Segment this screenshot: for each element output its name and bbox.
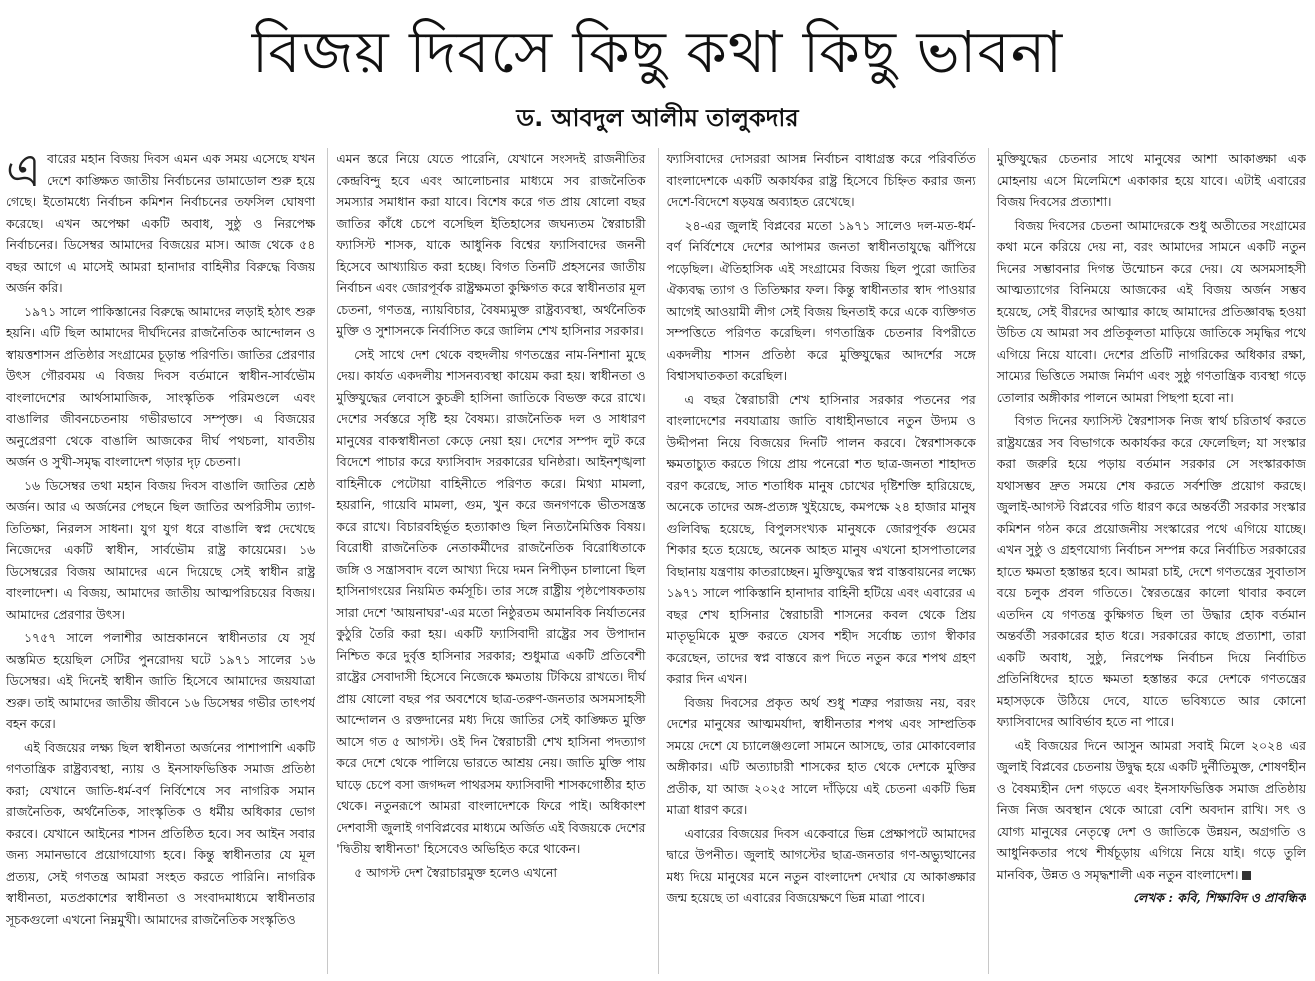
paragraph [997, 735, 1306, 886]
paragraph: বিগত দিনের ফ্যাসিস্ট স্বৈরশাসক নিজ স্বার্থ চরিতার্থ করতে রাষ্ট্রযন্ত্রের সব বিভাগকে অকার্যকর করে ফেলেছিল; যা সংস্কার করা জরুরি হয়ে পড়ায় বর্তমান সরকার সে সংস্কারকাজ যথাসম্ভব দ্রুত সময়ে শেষ করতে সর্বশক্তি প্রয়োগ করছে। জুলাই-আগস্ট বিপ্লবের গতি ধারণ করে অন্তর্বর্তী সরকার সংস্কার কমিশন গঠন করে প্রয়োজনীয় সংস্কারের পথে এগিয়ে যাচ্ছে। এখন সুষ্ঠু ও গ্রহণযোগ্য নির্বাচন সম্পন্ন করে নির্বাচিত সরকারের হাতে ক্ষমতা হস্তান্তর হবে। আমরা চাই, দেশে গণতন্ত্রের সুবাতাস বয়ে চলুক প্রবল গতিতে। স্বৈরতন্ত্রের কালো থাবার কবলে এতদিন যে গণতন্ত্র কুক্ষিগত ছিল তা উদ্ধার হোক বর্তমান অন্তর্বর্তী সরকারের হাত ধরে। সরকারের কাছে প্রত্যাশা, তারা একটি অবাধ, সুষ্ঠু, নিরপেক্ষ নির্বাচন দিয়ে নির্বাচিত প্রতিনিধিদের হাতে ক্ষমতা হস্তান্তর করে দেশকে গণতন্ত্রের মহাসড়কে উঠিয়ে দেবে, যাতে ভবিষ্যতে আর কোনো ফ্যাসিবাদের আবির্ভাব হতে না পারে। [996, 413, 1306, 729]
paragraph: ১৯৭১ সালে পাকিস্তানের বিরুদ্ধে আমাদের লড়াই হঠাৎ শুরু হয়নি। এটি ছিল আমাদের দীর্ঘদিনের রাজনৈতিক আন্দোলন ও স্বায়ত্তশাসন প্রতিষ্ঠার সংগ্রামের চূড়ান্ত পরিণতি। জাতির প্রেরণার উৎস গৌরবময় এ বিজয় দিবস বর্তমানে স্বাধীন-সার্বভৌম বাংলাদেশের আর্থসামাজিক, সাংস্কৃতিক পরিমণ্ডলে এবং বাঙালির জীবনচেতনায় গভীরভাবে সম্পৃক্ত। এ বিজয়ের অনুপ্রেরণা থেকে বাঙালি আজকের দীর্ঘ পথচলা, যাবতীয় অর্জন ও সুখী-সমৃদ্ধ বাংলাদেশ গড়ার দৃঢ় চেতনা। [6, 303, 316, 469]
paragraph: ১৬ ডিসেম্বর তথা মহান বিজয় দিবস বাঙালি জাতির শ্রেষ্ঠ অর্জন। আর এ অর্জনের পেছনে ছিল জাতির অপরিসীম ত্যাগ-তিতিক্ষা, নিরলস সাধনা। যুগ যুগ ধরে বাঙালি স্বপ্ন দেখেছে নিজেদের একটি স্বাধীন, সার্বভৌম রাষ্ট্র কায়েমের। ১৬ ডিসেম্বরের বিজয় আমাদের এনে দিয়েছে সেই স্বাধীন রাষ্ট্র বাংলাদেশ। এ বিজয়, আমাদের জাতীয় আত্মপরিচয়ের বিজয়। আমাদের প্রেরণার উৎস। [6, 477, 316, 622]
paragraph: এই বিজয়ের লক্ষ্য ছিল স্বাধীনতা অর্জনের পাশাপাশি একটি গণতান্ত্রিক রাষ্ট্রব্যবস্থা, ন্যায় ও ইনসাফভিত্তিক সমাজ প্রতিষ্ঠা করা; যেখানে জাতি-ধর্ম-বর্ণ নির্বিশেষে সব নাগরিক সমান রাজনৈতিক, অর্থনৈতিক, সাংস্কৃতিক ও ধর্মীয় অধিকার ভোগ করবে। যেখানে আইনের শাসন প্রতিষ্ঠিত হবে। সব আইন সবার জন্য সমানভাবে প্রয়োগযোগ্য হবে। কিন্তু স্বাধীনতার যে মূল প্রত্যয়, সেই গণতন্ত্র আমরা সংহত করতে পারিনি। নাগরিক স্বাধীনতা, মতপ্রকাশের স্বাধীনতা ও সংবাদমাধ্যমে স্বাধীনতার সূচকগুলো এখনো নিম্নমুখী। আমাদের রাজনৈতিক সংস্কৃতিও [6, 739, 316, 927]
paragraph: মুক্তিযুদ্ধের চেতনার সাথে মানুষের আশা আকাঙ্ক্ষা এক মোহনায় এসে মিলেমিশে একাকার হয়ে যাবে। এটাই এবারের বিজয় দিবসের প্রত্যাশা। [996, 151, 1306, 209]
paragraph-text: বারের মহান বিজয় দিবস এমন এক সময় এসেছে যখন দেশে কাঙ্ক্ষিত জাতীয় নির্বাচনের ডামাডোল শুরু হয়ে গেছে। ইতোমধ্যে নির্বাচন কমিশন নির্বাচনের তফসিল ঘোষণা করেছে। এখন অপেক্ষা একটি অবাধ, সুষ্ঠু ও নিরপেক্ষ নির্বাচনের। ডিসেম্বর আমাদের বিজয়ের মাস। আজ থেকে ৫৪ বছর আগে এ মাসেই আমরা হানাদার বাহিনীর বিরুদ্ধে বিজয় অর্জন করি। [6, 151, 316, 295]
article-body [6, 148, 1306, 974]
paragraph: এ বছর স্বৈরাচারী শেখ হাসিনার সরকার পতনের পর বাংলাদেশের নবযাত্রায় জাতি বাধাহীনভাবে নতুন উদ্যম ও উদ্দীপনা নিয়ে বিজয়ের দিনটি পালন করবে। স্বৈরশাসককে ক্ষমতাচ্যুত করতে গিয়ে প্রায় পনেরো শত ছাত্র-জনতা শাহাদত বরণ করেছে, সাত শতাধিক মানুষ চোখের দৃষ্টিশক্তি হারিয়েছে, অনেকে তাদের অঙ্গ-প্রত্যঙ্গ খুইয়েছে, কমপক্ষে ২৪ হাজার মানুষ গুলিবিদ্ধ হয়েছে, বিপুলসংখ্যক মানুষকে জোরপূর্বক গুমের শিকার হতে হয়েছে, অনেক আহত মানুষ এখনো হাসপাতালের বিছানায় যন্ত্রণায় কাতরাচ্ছেন। মুক্তিযুদ্ধের স্বপ্ন বাস্তবায়নের লক্ষ্যে ১৯৭১ সালে পাকিস্তানি হানাদার বাহিনী হটিয়ে এবং এবারের এ বছর শেখ হাসিনার স্বৈরাচারী শাসনের কবল থেকে প্রিয় মাতৃভূমিকে মুক্ত করতে যেসব শহীদ সর্বোচ্চ ত্যাগ স্বীকার করেছেন, তাদের স্বপ্ন বাস্তবে রূপ দিতে নতুন করে শপথ গ্রহণ করার দিন এখন। [666, 391, 976, 686]
paragraph: ফ্যাসিবাদের দোসররা আসন্ন নির্বাচন বাধাগ্রস্ত করে পরিবর্তিত বাংলাদেশকে একটি অকার্যকর রাষ্ট্র হিসেবে চিহ্নিত করার জন্য দেশে-বিদেশে ষড়যন্ত্র অব্যাহত রেখেছে। [666, 151, 976, 209]
paragraph: বিজয় দিবসের চেতনা আমাদেরকে শুধু অতীতের সংগ্রামের কথা মনে করিয়ে দেয় না, বরং আমাদের সামনে একটি নতুন দিনের সম্ভাবনার দিগন্ত উন্মোচন করে দেয়। যে অসমসাহসী আত্মত্যাগের বিনিময়ে আজকের এই বিজয় অর্জন সম্ভব হয়েছে, সেই বীরদের আত্মার কাছে আমাদের প্রতিজ্ঞাবদ্ধ হওয়া উচিত যে আমরা সব প্রতিকূলতা মাড়িয়ে জাতিকে সমৃদ্ধির পথে এগিয়ে নিয়ে যাবো। দেশের প্রতিটি নাগরিকের অধিকার রক্ষা, সাম্যের ভিত্তিতে সমাজ নির্মাণ এবং সুষ্ঠু গণতান্ত্রিক ব্যবস্থা গড়ে তোলার অঙ্গীকার পালনে আমরা পিছপা হবো না। [996, 217, 1306, 405]
column-4 [988, 148, 1306, 974]
paragraph: ১৭৫৭ সালে পলাশীর আম্রকাননে স্বাধীনতার যে সূর্য অস্তমিত হয়েছিল সেটির পুনরোদয় ঘটে ১৯৭১ সালের ১৬ ডিসেম্বর। এই দিনেই স্বাধীন জাতি হিসেবে আমাদের জয়যাত্রা শুরু। তাই আমাদের জাতীয় জীবনে ১৬ ডিসেম্বর গভীর তাৎপর্য বহন করে। [6, 630, 316, 731]
column-2 [327, 148, 645, 974]
headline: বিজয় দিবসে কিছু কথা কিছু ভাবনা [251, 18, 1064, 86]
paragraph: ৫ আগস্ট দেশ স্বৈরাচারমুক্ত হলেও এখনো [354, 864, 558, 880]
paragraph-text: এই বিজয়ের দিনে আসুন আমরা সবাই মিলে ২০২৪ এর জুলাই বিপ্লবের চেতনায় উদ্বুদ্ধ হয়ে একটি দুর্নীতিমুক্ত, শোষণহীন ও বৈষম্যহীন দেশ গড়তে এবং ইনসাফভিত্তিক সমাজ প্রতিষ্ঠায় নিজ নিজ অবস্থান থেকে আরো বেশি অবদান রাখি। সৎ ও যোগ্য মানুষের নেতৃত্বে দেশ ও জাতিকে উন্নয়ন, অগ্রগতি ও আধুনিকতার পথে শীর্ষচূড়ায় এগিয়ে নিয়ে যাই। গড়ে তুলি মানবিক, উন্নত ও সমৃদ্ধশালী এক নতুন বাংলাদেশ। [996, 737, 1306, 882]
paragraph: এমন স্তরে নিয়ে যেতে পারেনি, যেখানে সংসদই রাজনীতির কেন্দ্রবিন্দু হবে এবং আলোচনার মাধ্যমে সব রাজনৈতিক সমস্যার সমাধান করা যাবে। বিশেষ করে গত প্রায় ষোলো বছর জাতির কাঁধে চেপে বসেছিল ইতিহাসের জঘন্যতম স্বৈরাচারী ফ্যাসিস্ট শাসক, যাকে আধুনিক বিশ্বের ফ্যাসিবাদের জননী হিসেবে আখ্যায়িত করা হচ্ছে। বিগত তিনটি প্রহসনের জাতীয় নির্বাচন এবং জোরপূর্বক রাষ্ট্রক্ষমতা কুক্ষিগত করে স্বাধীনতার মূল চেতনা, গণতন্ত্র, ন্যায়বিচার, বৈষম্যমুক্ত রাষ্ট্রব্যবস্থা, অর্থনৈতিক মুক্তি ও সুশাসনকে নির্বাসিত করে জালিম শেখ হাসিনার সরকার। [336, 151, 646, 338]
paragraph: ২৪-এর জুলাই বিপ্লবের মতো ১৯৭১ সালেও দল-মত-ধর্ম-বর্ণ নির্বিশেষে দেশের আপামর জনতা স্বাধীনতাযুদ্ধে ঝাঁপিয়ে পড়েছিল। ঐতিহাসিক এই সংগ্রামের বিজয় ছিল পুরো জাতির ঐক্যবদ্ধ ত্যাগ ও তিতিক্ষার ফল। কিন্তু স্বাধীনতার স্বাদ পাওয়ার আগেই আওয়ামী লীগ সেই বিজয় ছিনতাই করে একে ব্যক্তিগত সম্পত্তিতে পরিণত করেছিল। গণতান্ত্রিক চেতনার বিপরীতে একদলীয় শাসন প্রতিষ্ঠা করে মুক্তিযুদ্ধের আদর্শের সঙ্গে বিশ্বাসঘাতকতা করেছিল। [666, 217, 976, 383]
column-3 [658, 148, 976, 974]
paragraph [6, 148, 315, 299]
paragraph: বিজয় দিবসের প্রকৃত অর্থ শুধু শত্রুর পরাজয় নয়, বরং দেশের মানুষের আত্মমর্যাদা, স্বাধীনতার শপথ এবং সাম্প্রতিক সময়ে দেশে যে চ্যালেঞ্জগুলো সামনে আসছে, তার মোকাবেলার অঙ্গীকার। এটি অত্যাচারী শাসকের হাত থেকে দেশকে মুক্তির প্রতীক, যা আজ ২০২৫ সালে দাঁড়িয়ে এই চেতনা একটি ভিন্ন মাত্রা ধারণ করে। [666, 694, 976, 817]
author-note: লেখক : কবি, শিক্ষাবিদ ও প্রাবন্ধিক [1133, 890, 1306, 905]
drop-cap: এ [6, 148, 41, 197]
column-1 [6, 148, 315, 974]
paragraph: এবারের বিজয়ের দিবস একেবারে ভিন্ন প্রেক্ষাপটে আমাদের দ্বারে উপনীত। জুলাই আগস্টের ছাত্র-জনতার গণ-অভ্যুত্থানের মধ্য দিয়ে মানুষের মনে নতুন বাংলাদেশ দেখার যে আকাঙ্ক্ষার জন্ম হয়েছে তা এবারের বিজয়েক্ষণে ভিন্ন মাত্রা পাবে। [666, 825, 976, 905]
end-mark-icon [1242, 871, 1251, 880]
paragraph: সেই সাথে দেশ থেকে বহুদলীয় গণতন্ত্রের নাম-নিশানা মুছে দেয়। কার্যত একদলীয় শাসনব্যবস্থা কায়েম করা হয়। স্বাধীনতা ও মুক্তিযুদ্ধের লেবাসে কুচক্রী হাসিনা জাতিকে বিভক্ত করে রাখে। দেশের সর্বস্তরে সৃষ্টি হয় বৈষম্য। রাজনৈতিক দল ও সাধারণ মানুষের বাকস্বাধীনতা কেড়ে নেয়া হয়। দেশের সম্পদ লুট করে বিদেশে পাচার করে ফ্যাসিবাদ সরকারের ঘনিষ্ঠরা। আইনশৃঙ্খলা বাহিনীকে পেটোয়া বাহিনীতে পরিণত করে। মিথ্যা মামলা, হয়রানি, গায়েবি মামলা, গুম, খুন করে জনগণকে ভীতসন্ত্রস্ত করে রাখে। বিচারবহির্ভূত হত্যাকাণ্ড ছিল নিত্যনৈমিত্তিক বিষয়। বিরোধী রাজনৈতিক নেতাকর্মীদের রাজনৈতিক বিরোধিতাকে জঙ্গি ও সন্ত্রাসবাদ বলে আখ্যা দিয়ে দমন নিপীড়ন চালানো ছিল হাসিনাগংয়ের নিয়মিত কর্মসূচি। তার সঙ্গে রাষ্ট্রীয় পৃষ্ঠপোষকতায় সারা দেশে 'আয়নাঘর'-এর মতো নিষ্ঠুরতম অমানবিক নির্যাতনের কুঠুরি তৈরি করা হয়। একটি ফ্যাসিবাদী রাষ্ট্রের সব উপাদান নিশ্চিত করে দুর্বৃত্ত হাসিনার সরকার; শুধুমাত্র একটি প্রতিবেশী রাষ্ট্রের সেবাদাসী হিসেবে নিজেকে ক্ষমতায় টিকিয়ে রাখতে। দীর্ঘ প্রায় ষোলো বছর পর অবশেষে ছাত্র-তরুণ-জনতার অসমসাহসী আন্দোলন ও রক্তদানের মধ্য দিয়ে জাতির সেই কাঙ্ক্ষিত মুক্তি আসে গত ৫ আগস্ট। ওই দিন স্বৈরাচারী শেখ হাসিনা পদত্যাগ করে দেশে থেকে পালিয়ে ভারতে আশ্রয় নেয়। জাতি মুক্তি পায় ঘাড়ে চেপে বসা জগদ্দল পাথরসম ফ্যাসিবাদী শাসকগোষ্ঠীর হাত থেকে। নতুনরূপে আমরা বাংলাদেশকে ফিরে পাই। অধিকাংশ দেশবাসী জুলাই গণবিপ্লবের মাধ্যমে অর্জিত এই বিজয়কে দেশের 'দ্বিতীয় স্বাধীনতা' হিসেবেও অভিহিত করে থাকেন। [336, 346, 646, 856]
byline: ড. আবদুল আলীম তালুকদার [516, 104, 799, 132]
